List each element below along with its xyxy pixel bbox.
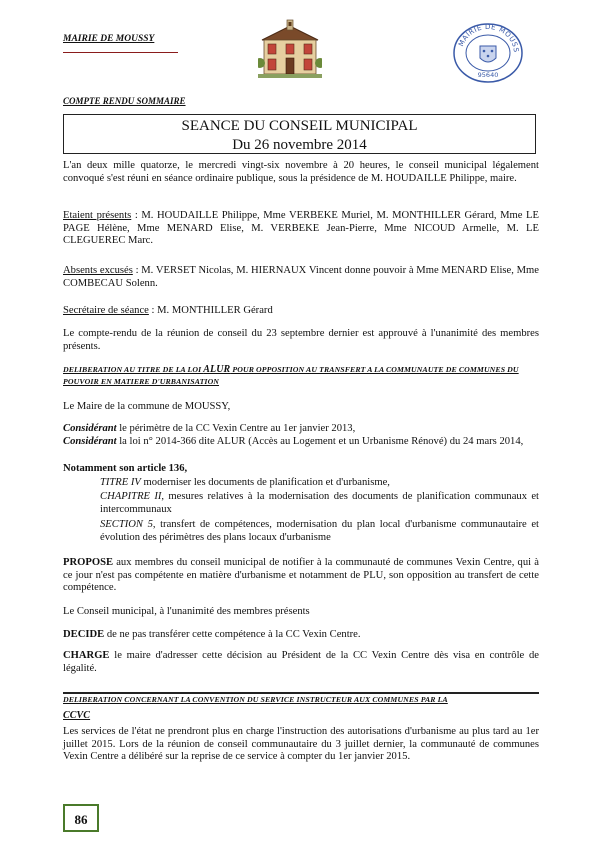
presents-label: Etaient présents xyxy=(63,210,132,221)
section2-paragraph: Les services de l'état ne prendront plus en charge l'instruction des autorisations d'urbanisme au plus tard au 1er juillet 2015. Lors de la réunion de conseil communautaire du 3 juillet dernier, la communauté de communes Vexin Centre a délibéré sur la reprise de ce service à compter du 1er janvier 2015. xyxy=(63,726,539,763)
absents-label: Absents excusés xyxy=(63,265,133,276)
svg-text:MAIRIE DE MOUSSY: MAIRIE DE MOUSS xyxy=(457,22,521,53)
mairie-seal xyxy=(452,22,524,89)
section2-heading-ccvc: CCVC xyxy=(63,710,91,721)
section1-heading xyxy=(63,364,539,388)
section-5 xyxy=(63,519,539,544)
chapitre-ii-label: CHAPITRE II xyxy=(100,491,162,502)
presents-paragraph xyxy=(63,210,539,248)
section1-heading-c: POUR OPPOSITION AU TRANSFERT A LA COMMUNAUTE DE COMMUNES DU POUVOIR EN MATIERE D'URBANISATION xyxy=(63,365,519,386)
chapitre-ii xyxy=(63,491,539,516)
absents-text: : M. VERSET Nicolas, M. HIERNAUX Vincent donne pouvoir à Mme MENARD Elise, Mme COMBECAU Solenn. xyxy=(63,265,539,289)
presents-text: : M. HOUDAILLE Philippe, Mme VERBEKE Muriel, M. MONTHILLER Gérard, Mme LE PAGE Hélène, Mme MENARD Elise, M. VERBEKE Jean-Pierre, Mme NICOUD Armelle, M. LE CLEGUEREC Marc. xyxy=(63,210,539,247)
considerant-2-label: Considérant xyxy=(63,436,117,447)
charge-text: le maire d'adresser cette décision au Président de la CC Vexin Centre dès visa en contrôle de légalité. xyxy=(63,650,539,674)
notamment-text: Notamment son article 136, xyxy=(63,463,188,474)
secretaire-label: Secrétaire de séance xyxy=(63,305,149,316)
svg-text:95640: 95640 xyxy=(477,71,499,79)
secretaire-paragraph xyxy=(63,305,539,318)
titre-iv-label: TITRE IV xyxy=(100,477,141,488)
decide-label: DECIDE xyxy=(63,629,105,640)
titre-iv xyxy=(63,477,539,490)
considerant-1-label: Considérant xyxy=(63,423,117,434)
section-5-label: SECTION 5 xyxy=(100,519,153,530)
notamment-line xyxy=(63,463,539,476)
charge-label: CHARGE xyxy=(63,650,110,661)
section-5-text: , transfert de compétences, modernisation du plan local d'urbanisme communautaire et évolution des périmètres des plans locaux d'urbanisme xyxy=(100,519,540,543)
charge-paragraph xyxy=(63,650,539,675)
maire-line: Le Maire de la commune de MOUSSY, xyxy=(63,401,231,412)
propose-text: aux membres du conseil municipal de notifier à la communauté de communes Vexin Centre, qui à ce jour n'est pas compétente en matière d'urbanisme et notamment de PLU, son opposition au transfert de cette compétence. xyxy=(63,557,539,594)
titre-iv-text: moderniser les documents de planification et d'urbanisme, xyxy=(140,477,390,488)
page-number: 86 xyxy=(63,804,99,832)
title-line1: SEANCE DU CONSEIL MUNICIPAL xyxy=(181,118,418,134)
town-hall-image xyxy=(258,18,322,83)
considerant-2 xyxy=(63,436,539,449)
absents-paragraph xyxy=(63,265,539,290)
propose-label: PROPOSE xyxy=(63,557,114,568)
intro-paragraph: L'an deux mille quatorze, le mercredi vingt-six novembre à 20 heures, le conseil municipal légalement convoqué s'est réuni en séance ordinaire publique, sous la présidence de M. HOUDAILLE Philippe, maire. xyxy=(63,160,539,184)
section1-heading-a: DELIBERATION AU TITRE DE LA LOI xyxy=(63,365,204,374)
header-rule xyxy=(63,52,178,53)
approval-paragraph: Le compte-rendu de la réunion de conseil du 23 septembre dernier est approuvé à l'unanimité des membres présents. xyxy=(63,328,539,352)
unanimite-line: Le Conseil municipal, à l'unanimité des membres présents xyxy=(63,606,310,617)
title-box xyxy=(63,114,536,154)
decide-paragraph xyxy=(63,629,539,642)
section2-heading: DELIBERATION CONCERNANT LA CONVENTION DU SERVICE INSTRUCTEUR AUX COMMUNES PAR LA xyxy=(63,695,448,704)
section1-heading-alur: ALUR xyxy=(203,364,231,375)
mairie-header: MAIRIE DE MOUSSY xyxy=(63,34,155,44)
secretaire-text: : M. MONTHILLER Gérard xyxy=(148,305,273,316)
propose-paragraph xyxy=(63,557,539,595)
considerant-1-text: le périmètre de la CC Vexin Centre au 1er janvier 2013, xyxy=(116,423,356,434)
document-type: COMPTE RENDU SOMMAIRE xyxy=(63,96,186,106)
chapitre-ii-text: , mesures relatives à la modernisation des documents de planification communaux et intercommunaux xyxy=(100,491,539,515)
considerant-1 xyxy=(63,423,539,436)
title-line2: Du 26 novembre 2014 xyxy=(232,137,367,153)
decide-text: de ne pas transférer cette compétence à la CC Vexin Centre. xyxy=(104,629,361,640)
considerant-2-text: la loi n° 2014-366 dite ALUR (Accès au Logement et un Urbanisme Rénové) du 24 mars 2014, xyxy=(116,436,524,447)
